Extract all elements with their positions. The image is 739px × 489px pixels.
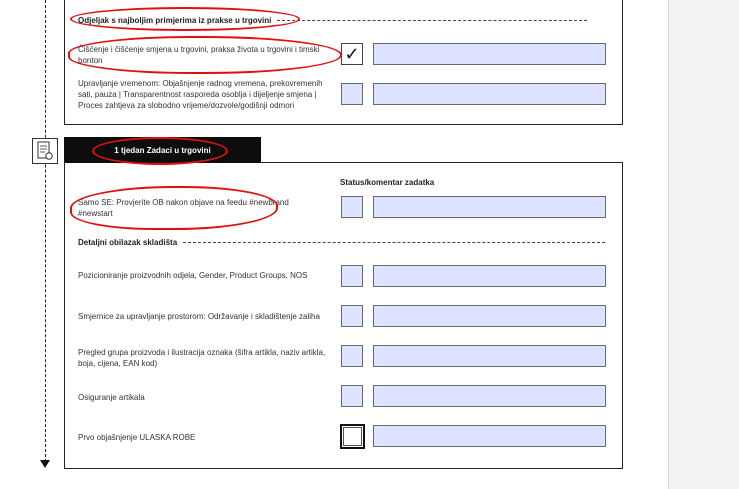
task-status-field[interactable] bbox=[373, 196, 606, 218]
task-status-field[interactable] bbox=[373, 345, 606, 367]
task-checkbox[interactable] bbox=[341, 43, 363, 65]
best-practice-heading bbox=[78, 16, 587, 25]
timeline-line bbox=[45, 0, 46, 462]
task-label: Osiguranje artikala bbox=[78, 393, 145, 402]
check-mark-icon: ✓ bbox=[344, 43, 360, 64]
task-checkbox[interactable] bbox=[340, 424, 365, 449]
task-checkbox[interactable] bbox=[341, 345, 363, 367]
heading-divider bbox=[183, 242, 605, 243]
task-status-field[interactable] bbox=[373, 385, 606, 407]
task-label: Samo SE: Provjerite OB nakon objave na feedu #newbrand #newstart bbox=[78, 198, 289, 218]
task-label: Pregled grupa proizvoda i ilustracija oznaka (šifra artikla, naziv artikla, boja, cijena, EAN kod) bbox=[78, 348, 326, 368]
status-column-header: Status/komentar zadatka bbox=[340, 178, 435, 187]
task-label: Smjernice za upravljanje prostorom: Održavanje i skladištenje zaliha bbox=[78, 312, 320, 321]
task-label: Pozicioniranje proizvodnih odjela, Gender, Product Groups, NOS bbox=[78, 271, 308, 280]
task-status-field[interactable] bbox=[373, 305, 606, 327]
task-status-field[interactable] bbox=[373, 265, 606, 287]
document-icon[interactable] bbox=[32, 138, 58, 164]
task-checkbox[interactable] bbox=[341, 265, 363, 287]
task-label: Prvo objašnjenje ULASKA ROBE bbox=[78, 433, 196, 442]
warehouse-heading bbox=[78, 238, 605, 247]
task-status-field[interactable] bbox=[373, 43, 606, 65]
task-checkbox[interactable] bbox=[341, 196, 363, 218]
task-checkbox[interactable] bbox=[341, 385, 363, 407]
arrow-down-icon bbox=[40, 460, 50, 468]
task-status-field[interactable] bbox=[373, 83, 606, 105]
task-label: Upravljanje vremenom: Objašnjenje radnog vremena, prekovremenih sati, pauza | Transparentnost rasporeda osoblja i dijeljenje smjena | Proces zahtjeva za slobodno vrijeme/dozvole/godišnji odmori bbox=[78, 79, 323, 110]
task-checkbox[interactable] bbox=[341, 83, 363, 105]
best-practice-heading-text: Odjeljak s najboljim primjerima iz prakse u trgovini bbox=[78, 16, 272, 25]
tasks-tab-title: 1 tjedan Zadaci u trgovini bbox=[64, 137, 261, 163]
task-label: Čišćenje i čišćenje smjena u trgovini, praksa života u trgovini i timski bonton bbox=[78, 45, 320, 65]
viewer-side-panel bbox=[668, 0, 739, 489]
task-checkbox[interactable] bbox=[341, 305, 363, 327]
task-status-field[interactable] bbox=[373, 425, 606, 447]
warehouse-heading-text: Detaljni obilazak skladišta bbox=[78, 238, 178, 247]
heading-divider bbox=[277, 20, 587, 21]
